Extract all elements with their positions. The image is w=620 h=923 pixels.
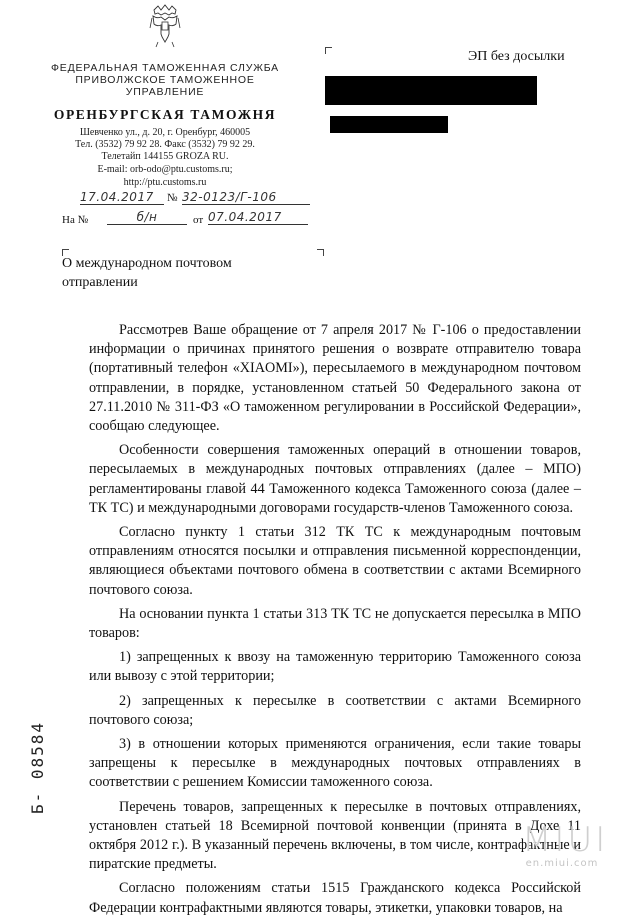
body-paragraph: Особенности совершения таможенных операций в отношении товаров, пересылаемых в международных почтовых отправлениях (далее – МПО) регламентированы главой 44 Таможенного кодекса Таможенного союза (далее – ТК ТС) и международными договорами государств-членов Таможенного союза.	[89, 442, 581, 516]
delivery-note: ЭП без досылки	[468, 49, 565, 64]
reference-number: б/н	[107, 210, 187, 225]
customs-office-name: ОРЕНБУРГСКАЯ ТАМОЖНЯ	[53, 107, 277, 122]
side-registration-stamp	[28, 720, 50, 820]
watermark-url: en.miui.com	[525, 858, 599, 869]
address-line: Шевченко ул., д. 20, г. Оренбург, 460005	[79, 127, 251, 138]
watermark	[522, 820, 609, 869]
side-stamp-text: Б- 08584	[28, 720, 47, 814]
redacted-recipient-address	[330, 116, 448, 133]
coat-of-arms-icon	[150, 4, 180, 48]
body-list-item: 1) запрещенных к ввозу на таможенную территорию Таможенного союза или вывозу с этой территории;	[89, 649, 581, 685]
body-paragraph: Рассмотрев Ваше обращение от 7 апреля 2017 № Г-106 о предоставлении информации о причинах принятого решения о возврате отправителю товара (портативный телефон «XIAOMI»), пересылаемого в международном почтовом отправлении, в порядке, установленном статьей 50 Федерального закона от 27.11.2010 № 311-ФЗ «О таможенном регулировании в Российской Федерации», сообщаю следующее.	[89, 322, 581, 435]
body-list-item: 2) запрещенных к пересылке в соответствии с актами Всемирного почтового союза;	[89, 692, 581, 728]
website-line: http://ptu.customs.ru	[123, 177, 207, 188]
body-paragraph: Согласно пункту 1 статьи 312 ТК ТС к международным почтовым отправлениям относятся посылки и отправления письменной корреспонденции, являющиеся объектами почтового обмена в соответствии с актами Всемирного почтового союза.	[89, 524, 581, 598]
registration-date: 17.04.2017	[80, 190, 164, 205]
body-paragraph: Перечень товаров, запрещенных к пересылке в почтовых отправлениях, установлен статьей 18 Всемирной почтовой конвенции (принята в Дохе 11 октября 2012 г.). В указанный перечень включены, в том числе, контрафактные и пиратские предметы.	[89, 798, 581, 873]
body-list-item: 3) в отношении которых применяются ограничения, если такие товары запрещены к пересылке в международных почтовых отправлениях в соответствии с решением Комиссии таможенного союза.	[89, 736, 581, 791]
corner-mark	[325, 47, 332, 54]
corner-mark	[317, 249, 324, 256]
letter-subject: О международном почтовом отправлении	[62, 256, 232, 290]
agency-name-line: УПРАВЛЕНИЕ	[125, 86, 205, 98]
agency-name-line: ПРИВОЛЖСКОЕ ТАМОЖЕННОЕ	[75, 74, 255, 86]
registration-number: 32-0123/Г-106	[182, 190, 310, 205]
body-paragraph: Согласно положениям статьи 1515 Гражданского кодекса Российской Федерации контрафактными являются товары, этикетки, упаковки товаров, на	[89, 880, 581, 916]
phone-line: Тел. (3532) 79 92 28. Факс (3532) 79 92 29.	[75, 139, 255, 150]
reference-date: 07.04.2017	[208, 210, 308, 225]
email-line: E-mail: orb-odo@ptu.customs.ru;	[97, 164, 233, 175]
letter-body	[89, 321, 581, 923]
agency-name-line: ФЕДЕРАЛЬНАЯ ТАМОЖЕННАЯ СЛУЖБА	[51, 62, 279, 74]
teletype-line: Телетайп 144155 GROZA RU.	[101, 151, 229, 162]
reference-number-label: На №	[62, 214, 89, 226]
body-paragraph: На основании пункта 1 статьи 313 ТК ТС не допускается пересылка в МПО товаров:	[89, 605, 581, 642]
watermark-logo: MIUI	[522, 820, 609, 860]
reference-date-label: от	[193, 214, 204, 226]
registration-number-label: №	[167, 192, 178, 204]
redacted-recipient-name	[325, 76, 537, 105]
